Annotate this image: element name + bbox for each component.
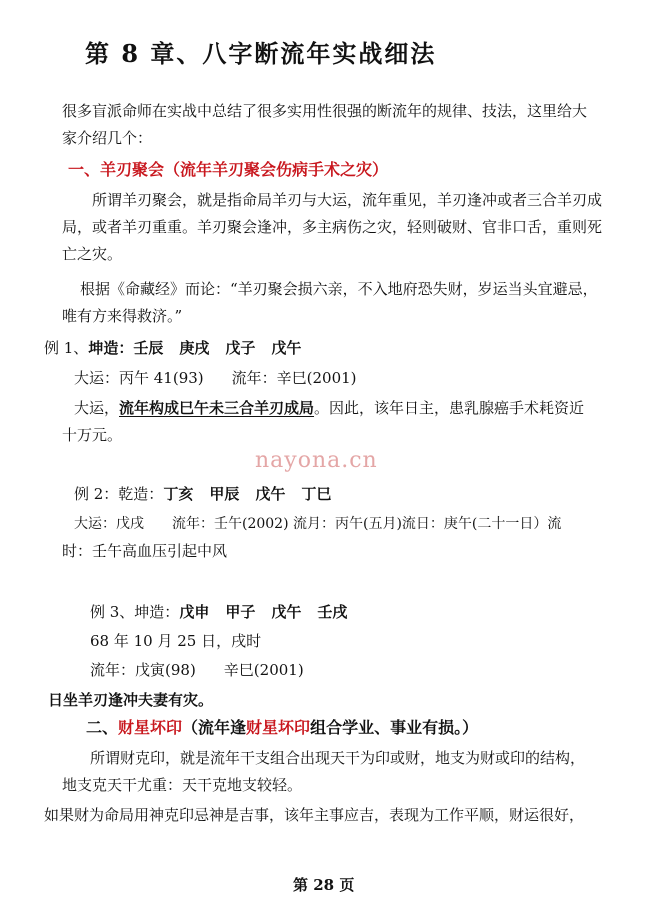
example3-pillar-4: 壬戌 (317, 603, 348, 621)
section2-heading (86, 718, 478, 738)
section1-heading-text: 一、羊刃聚会 (68, 160, 165, 179)
example2-pillar-2: 甲辰 (209, 485, 240, 503)
section1-p2-line-1: 根据《命藏经》而论：“羊刃聚会损六亲，不入地府恐失财，岁运当头宜避忌， (80, 280, 598, 298)
section2-p1-line-1: 所谓财克印，就是流年干支组合出现天干为印或财，地支为财或印的结构， (90, 749, 586, 767)
example2-pillar-4: 丁巳 (301, 485, 332, 503)
example1-pillar-1: 壬辰 (133, 339, 164, 357)
section2-heading-num: 二、 (86, 718, 119, 737)
section2-p2-line-1: 如果财为命局用神克印忌神是吉事，该年主事应吉，表现为工作平顺，财运很好， (44, 806, 585, 824)
section2-p1-line-2: 地支克天干尤重：天干克地支较轻。 (62, 776, 303, 794)
section1-p1-line-1: 所谓羊刃聚会，就是指命局羊刃与大运，流年重见，羊刃逢冲或者三合羊刃成 (92, 191, 603, 209)
example3-header (90, 602, 347, 622)
section1-heading (68, 160, 388, 180)
intro-line-2: 家介绍几个： (62, 129, 153, 147)
example1-pillar-4: 戊午 (271, 339, 302, 357)
watermark: nayona.cn (255, 448, 378, 473)
example1-liunian-text: 流年：辛巳(2001) (231, 369, 357, 387)
section2-heading-red: 财星坏印 (118, 718, 183, 737)
example2-line-3: 时：壬午高血压引起中风 (62, 542, 228, 560)
example2-line-2: 大运：戊戌 流年：壬午(2002) 流月：丙午(五月)流日：庚午(二十一日）流 (74, 516, 562, 532)
example3-conclusion: 日坐羊刃逢冲夫妻有灾。 (48, 691, 214, 709)
example2-label: 例 2：乾造： (74, 485, 164, 503)
example1-l3-underlined: 流年构成巳午未三合羊刃成局 (119, 399, 315, 417)
intro-line-1: 很多盲派命师在实战中总结了很多实用性很强的断流年的规律、技法，这里给大 (62, 102, 588, 120)
section2-sub-a: （流年逢 (182, 718, 247, 737)
example1-l3-rest: 。因此，该年日主，患乳腺癌手术耗资近 (314, 399, 585, 417)
example3-liunian-2: 辛巳(2001) (223, 661, 304, 679)
example1-pillar-2: 庚戌 (179, 339, 210, 357)
example1-label: 例 1、 (44, 339, 89, 357)
example1-dayun (74, 368, 357, 388)
example1-kind: 坤造： (88, 339, 134, 357)
example1-pillar-3: 戊子 (225, 339, 256, 357)
example3-date: 68 年 10 月 25 日，戌时 (90, 632, 262, 650)
chapter-title: 第 8 章、八字断流年实战细法 (85, 39, 437, 68)
section1-subheading: （流年羊刃聚会伤病手术之灾） (164, 160, 389, 179)
page-number: 第 28 页 (293, 876, 355, 894)
example2-pillar-1: 丁亥 (163, 485, 194, 503)
example1-header (44, 338, 301, 358)
example2-pillar-3: 戊午 (255, 485, 286, 503)
example1-l3-prefix: 大运， (74, 399, 120, 417)
example1-line-3 (74, 398, 584, 418)
section1-p1-line-2: 局，或者羊刃重重。羊刃聚会逢冲，多主病伤之灾，轻则破财、官非口舌，重则死 (62, 218, 603, 236)
section1-p1-line-3: 亡之灾。 (62, 245, 123, 263)
example3-liunian (90, 660, 304, 680)
example3-pillar-2: 甲子 (225, 603, 256, 621)
example2-header (74, 484, 331, 504)
example3-pillar-3: 戊午 (271, 603, 302, 621)
example3-pillar-1: 戊申 (179, 603, 210, 621)
section1-p2-line-2: 唯有方来得救济。” (62, 307, 183, 325)
example3-label: 例 3、坤造： (90, 603, 180, 621)
example1-dayun-text: 大运：丙午 41(93) (74, 369, 204, 387)
section2-sub-b: 组合学业、事业有损。） (310, 718, 479, 737)
section2-sub-red: 财星坏印 (246, 718, 311, 737)
example3-liunian-1: 流年：戊寅(98) (90, 661, 196, 679)
example1-line-4: 十万元。 (62, 426, 123, 444)
